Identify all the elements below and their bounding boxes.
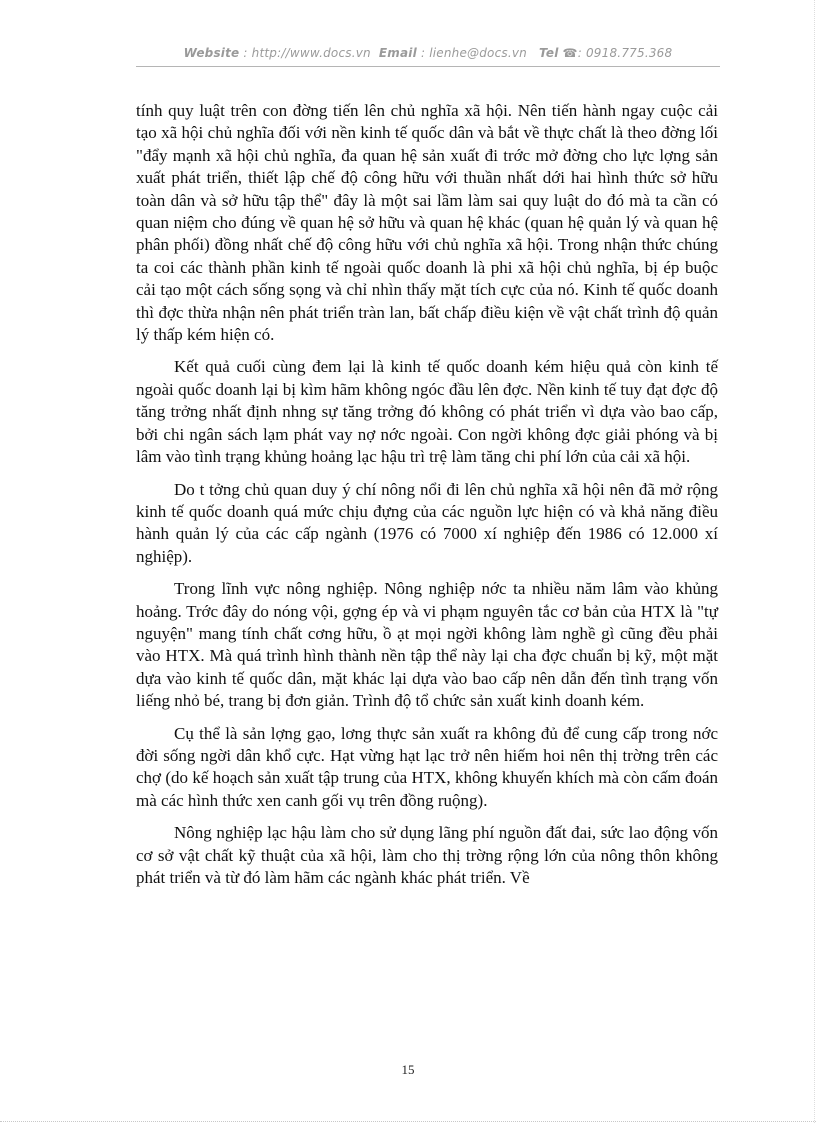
phone-icon: ☎ xyxy=(562,46,578,60)
paragraph: tính quy luật trên con đờng tiến lên chủ nghĩa xã hội. Nên tiến hành ngay cuộc cải tạo xã hội chủ nghĩa đối với nền kinh tế quốc dân và bắt về thực chất là theo đờng lối "đẩy mạnh xã hội chủ nghĩa, đa quan hệ sản xuất đi trớc mở đờng cho lực lợng sản xuất phát triển, thiết lập chế độ công hữu với thuần nhất dới hai hình thức sở hữu toàn dân và sở hữu tập thể" đây là một sai lầm làm sai quy luật do đó mà ta cần có quan niệm cho đúng về quan hệ sở hữu và quan hệ khác (quan hệ quản lý và quan hệ phân phối) đồng nhất chế độ công hữu với chủ nghĩa xã hội. Trong nhận thức chúng ta coi các thành phần kinh tế ngoài quốc doanh là phi xã hội chủ nghĩa, bị ép buộc cải tạo một cách sống sọng và chỉ nhìn thấy mặt tích cực của nó. Kinh tế quốc doanh thì đợc thừa nhận nên phát triển tràn lan, bất chấp điều kiện về vật chất trình độ quản lý thấp kém hiện có. xyxy=(136,101,718,345)
paragraph: Trong lĩnh vực nông nghiệp. Nông nghiệp nớc ta nhiều năm lâm vào khủng hoảng. Trớc đây do nóng vội, gợng ép và vi phạm nguyên tắc cơ bản của HTX là "tự nguyện" mang tính chất cơng hữu, ồ ạt mọi ngời không làm nghề gì cũng đều phải vào HTX. Mà quá trình hình thành nền tập thể này lại cha đợc chuẩn bị kỹ, một mặt dựa vào kinh tế quốc dân, mặt khác lại dựa vào bao cấp nên dẫn đến tình trạng vốn liếng nhỏ bé, trang bị đơn giản. Trình độ tổ chức sản xuất kinh doanh kém. xyxy=(136,579,718,711)
email-value: : lienhe@docs.vn xyxy=(420,46,527,60)
email-label: Email xyxy=(378,46,417,60)
document-body xyxy=(136,100,718,899)
paragraph: Kết quả cuối cùng đem lại là kinh tế quốc doanh kém hiệu quả còn kinh tế ngoài quốc doanh lại bị kìm hãm không ngóc đầu lên đợc. Nền kinh tế tuy đạt đợc độ tăng trởng nhất định nhng sự tăng trởng đó không có phát triển vì dựa vào bao cấp, bởi chi ngân sách lạm phát vay nợ nớc ngoài. Con ngời không đợc giải phóng và bị lâm vào tình trạng khủng hoảng lạc hậu trì trệ làm tăng chi phí lớn của cải xã hội. xyxy=(136,357,718,467)
tel-value: : 0918.775.368 xyxy=(577,46,673,60)
paragraph: Nông nghiệp lạc hậu làm cho sử dụng lãng phí nguồn đất đai, sức lao động vốn cơ sở vật chất kỹ thuật của xã hội, làm cho thị trờng rộng lớn của nông thôn không phát triển và từ đó làm hãm các ngành khác phát triển. Về xyxy=(136,823,718,887)
page-right-edge xyxy=(814,0,815,1123)
paragraph: Do t tởng chủ quan duy ý chí nông nổi đi lên chủ nghĩa xã hội nên đã mở rộng kinh tế quốc doanh quá mức chịu đựng của các nguồn lực hiện có và khả năng điều hành quản lý của các cấp ngành (1976 có 7000 xí nghiệp đến 1986 có 12.000 xí nghiệp). xyxy=(136,479,718,566)
tel-label: Tel xyxy=(539,46,559,60)
page-number: 15 xyxy=(401,1062,415,1077)
page-header xyxy=(136,46,720,60)
paragraph: Cụ thể là sản lợng gạo, lơng thực sản xuất ra không đủ để cung cấp trong nớc đời sống ngời dân khổ cực. Hạt vừng hạt lạc trở nên hiếm hoi nên thị trờng trên các chợ (do kế hoạch sản xuất tập trung của HTX, không khuyến khích mà còn cấm đoán mà các hình thức xen canh gối vụ trên đồng ruộng). xyxy=(136,723,718,810)
page-bottom-edge xyxy=(0,1121,816,1122)
website-value: : http://www.docs.vn xyxy=(243,46,371,60)
header-divider xyxy=(136,66,720,67)
website-label: Website xyxy=(183,46,240,60)
